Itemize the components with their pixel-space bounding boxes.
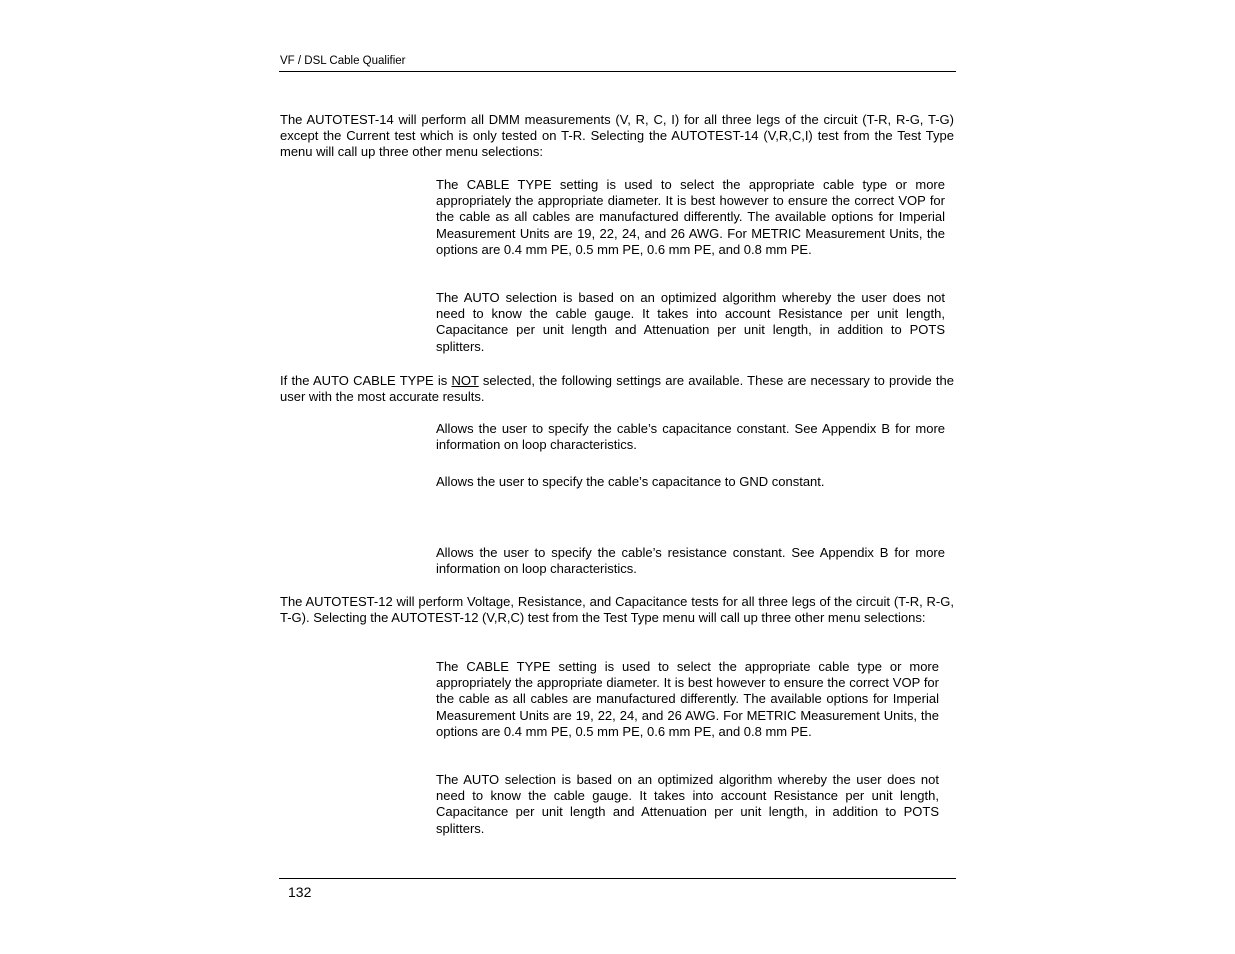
not-auto-paragraph bbox=[280, 373, 954, 405]
autotest14-cable-type: The CABLE TYPE setting is used to select the appropriate cable type or more appropriately the appropriate diameter. It is best however to ensure the correct VOP for the cable as all cables are manufactured differently. The available options for Imperial Measurement Units are 19, 22, 24, and 26 AWG. For METRIC Measurement Units, the options are 0.4 mm PE, 0.5 mm PE, 0.6 mm PE, and 0.8 mm PE. bbox=[436, 177, 945, 257]
page-number: 132 bbox=[288, 884, 312, 900]
capacitance-gnd-description: Allows the user to specify the cable’s capacitance to GND constant. bbox=[436, 474, 825, 489]
autotest12-intro: The AUTOTEST-12 will perform Voltage, Resistance, and Capacitance tests for all three legs of the circuit (T-R, R-G, T-G). Selecting the AUTOTEST-12 (V,R,C) test from the Test Type menu will call up three other menu selections: bbox=[280, 594, 954, 626]
running-header: VF / DSL Cable Qualifier bbox=[280, 55, 406, 67]
not-auto-emphasis: NOT bbox=[451, 373, 479, 388]
not-auto-before: If the AUTO CABLE TYPE is bbox=[280, 373, 452, 388]
resistance-description: Allows the user to specify the cable’s resistance constant. See Appendix B for more information on loop characteristics. bbox=[436, 545, 945, 577]
footer-rule bbox=[279, 878, 956, 879]
autotest14-intro: The AUTOTEST-14 will perform all DMM measurements (V, R, C, I) for all three legs of the circuit (T-R, R-G, T-G) except the Current test which is only tested on T-R. Selecting the AUTOTEST-14 (V,R,C,I) test from the Test Type menu will call up three other menu selections: bbox=[280, 112, 954, 160]
autotest12-cable-type: The CABLE TYPE setting is used to select the appropriate cable type or more appropriately the appropriate diameter. It is best however to ensure the correct VOP for the cable as all cables are manufactured differently. The available options for Imperial Measurement Units are 19, 22, 24, and 26 AWG. For METRIC Measurement Units, the options are 0.4 mm PE, 0.5 mm PE, 0.6 mm PE, and 0.8 mm PE. bbox=[436, 659, 939, 739]
autotest14-auto-selection: The AUTO selection is based on an optimized algorithm whereby the user does not need to know the cable gauge. It takes into account Resistance per unit length, Capacitance per unit length and Attenuation per unit length, in addition to POTS splitters. bbox=[436, 290, 945, 354]
header-rule bbox=[279, 71, 956, 72]
not-auto-after: selected, the following settings are available. These are necessary to provide the user with the most accurate results. bbox=[280, 373, 954, 405]
capacitance-description: Allows the user to specify the cable’s capacitance constant. See Appendix B for more information on loop characteristics. bbox=[436, 421, 945, 453]
autotest12-auto-selection: The AUTO selection is based on an optimized algorithm whereby the user does not need to know the cable gauge. It takes into account Resistance per unit length, Capacitance per unit length and Attenuation per unit length, in addition to POTS splitters. bbox=[436, 772, 939, 836]
